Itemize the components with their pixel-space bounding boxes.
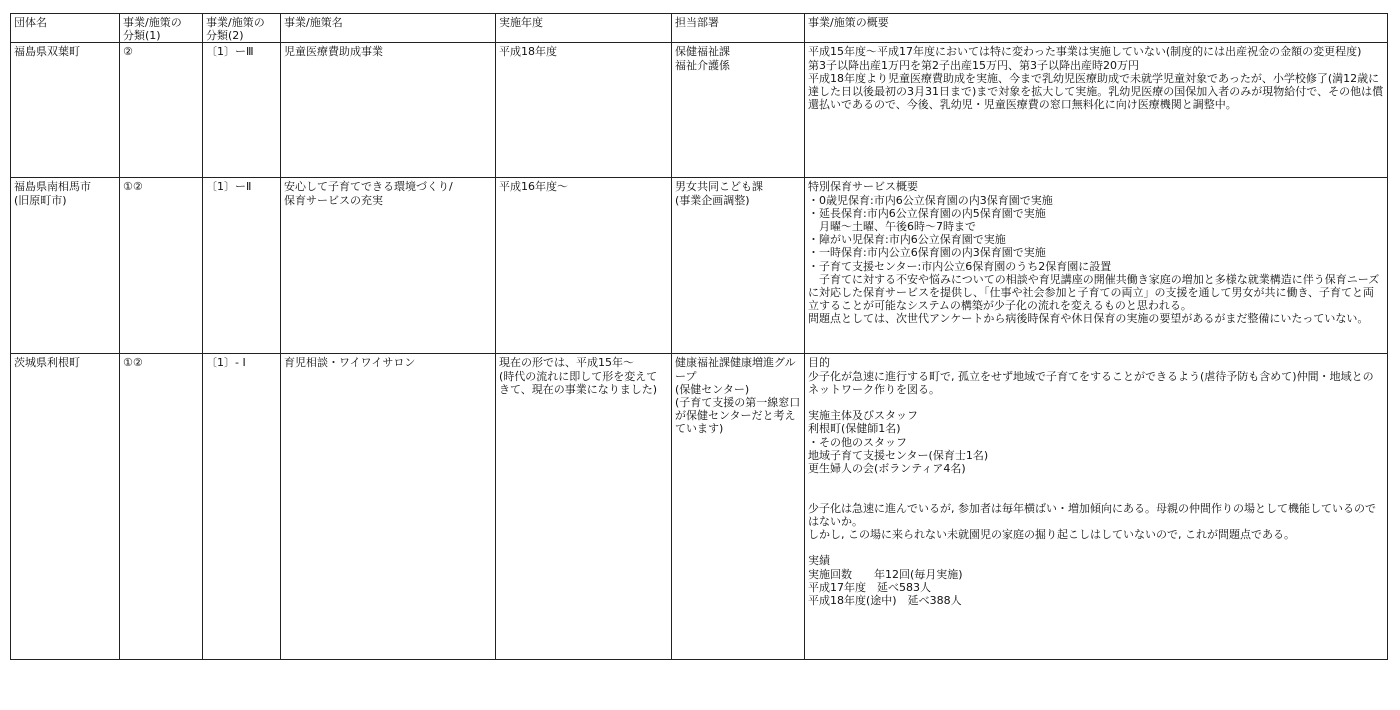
cell-summary: 目的 少子化が急速に進行する町で, 孤立をせず地域で子育てをすることができるよう(虐待予防も含めて)仲間・地域とのネットワーク作りを図る。 実施主体及びスタッフ 利根町(保健師1名) ・その他のスタッフ 地域子育て支援センター(保育士1名) 更生婦人の会(ボランティア4名) 少子化は急速に進んでいるが, 参加者は毎年横ばい・増加傾向にある。母親の仲間作りの場として機能しているのではないか。 しかし, この場に来られない未就園児の家庭の掘り起こしはしていないので, これが問題点である。 実績 実施回数 年12回(毎月実施) 平成17年度 延べ583人 平成18年度(途中) 延べ388人 [805, 354, 1388, 660]
header-summary: 事業/施策の概要 [805, 14, 1388, 43]
cell-name: 育児相談・ワイワイサロン [281, 354, 496, 660]
cell-year: 現在の形では、平成15年～ (時代の流れに即して形を変えてきて、現在の事業になりました) [496, 354, 672, 660]
table-row [11, 43, 1388, 178]
table-header-row [11, 14, 1388, 43]
table-row [11, 354, 1388, 660]
cell-name: 児童医療費助成事業 [281, 43, 496, 178]
cell-org: 福島県双葉町 [11, 43, 120, 178]
cell-category1: ①② [120, 178, 203, 354]
header-category1: 事業/施策の 分類(1) [120, 14, 203, 43]
header-org: 団体名 [11, 14, 120, 43]
cell-org: 茨城県利根町 [11, 354, 120, 660]
header-year: 実施年度 [496, 14, 672, 43]
cell-year: 平成16年度～ [496, 178, 672, 354]
cell-category2: 〔1〕- Ⅰ [203, 354, 281, 660]
cell-department: 健康福祉課健康増進グループ (保健センター) (子育て支援の第一線窓口が保健センターだと考えています) [672, 354, 805, 660]
header-category2: 事業/施策の 分類(2) [203, 14, 281, 43]
header-department: 担当部署 [672, 14, 805, 43]
cell-category2: 〔1〕ーⅢ [203, 43, 281, 178]
cell-summary: 特別保育サービス概要 ・0歳児保育:市内6公立保育園の内3保育園で実施 ・延長保育:市内6公立保育園の内5保育園で実施 月曜～土曜、午後6時～7時まで ・障がい児保育:市内6公立保育園で実施 ・一時保育:市内公立6保育園の内3保育園で実施 ・子育て支援センター:市内公立6保育園のうち2保育園に設置 子育てに対する不安や悩みについての相談や育児講座の開催共働き家庭の増加と多様な就業構造に伴う保育ニーズに対応した保育サービスを提供し、「仕事や社会参加と子育ての両立」の支援を通して男女が共に働き、子育てと両立することが可能なシステムの構築が少子化の流れを変えるものと思われる。 問題点としては、次世代アンケートから病後時保育や休日保育の実施の要望があるがまだ整備にいたっていない。 [805, 178, 1388, 354]
cell-department: 保健福祉課 福祉介護係 [672, 43, 805, 178]
municipal-policy-table [10, 13, 1388, 660]
cell-category2: 〔1〕ーⅡ [203, 178, 281, 354]
header-name: 事業/施策名 [281, 14, 496, 43]
table-row [11, 178, 1388, 354]
cell-department: 男女共同こども課 (事業企画調整) [672, 178, 805, 354]
cell-org: 福島県南相馬市 (旧原町市) [11, 178, 120, 354]
cell-summary: 平成15年度～平成17年度においては特に変わった事業は実施していない(制度的には出産祝金の金額の変更程度) 第3子以降出産1万円を第2子出産15万円、第3子以降出産時20万円 平成18年度より児童医療費助成を実施、今まで乳幼児医療助成で未就学児童対象であったが、小学校修了(満12歳に達した日以後最初の3月31日まで)まで対象を拡大して実施。乳幼児医療の国保加入者のみが現物給付で、その他は償還払いであるので、今後、乳幼児・児童医療費の窓口無料化に向け医療機関と調整中。 [805, 43, 1388, 178]
document-page [10, 13, 1388, 660]
cell-category1: ② [120, 43, 203, 178]
cell-category1: ①② [120, 354, 203, 660]
cell-name: 安心して子育てできる環境づくり/ 保育サービスの充実 [281, 178, 496, 354]
cell-year: 平成18年度 [496, 43, 672, 178]
